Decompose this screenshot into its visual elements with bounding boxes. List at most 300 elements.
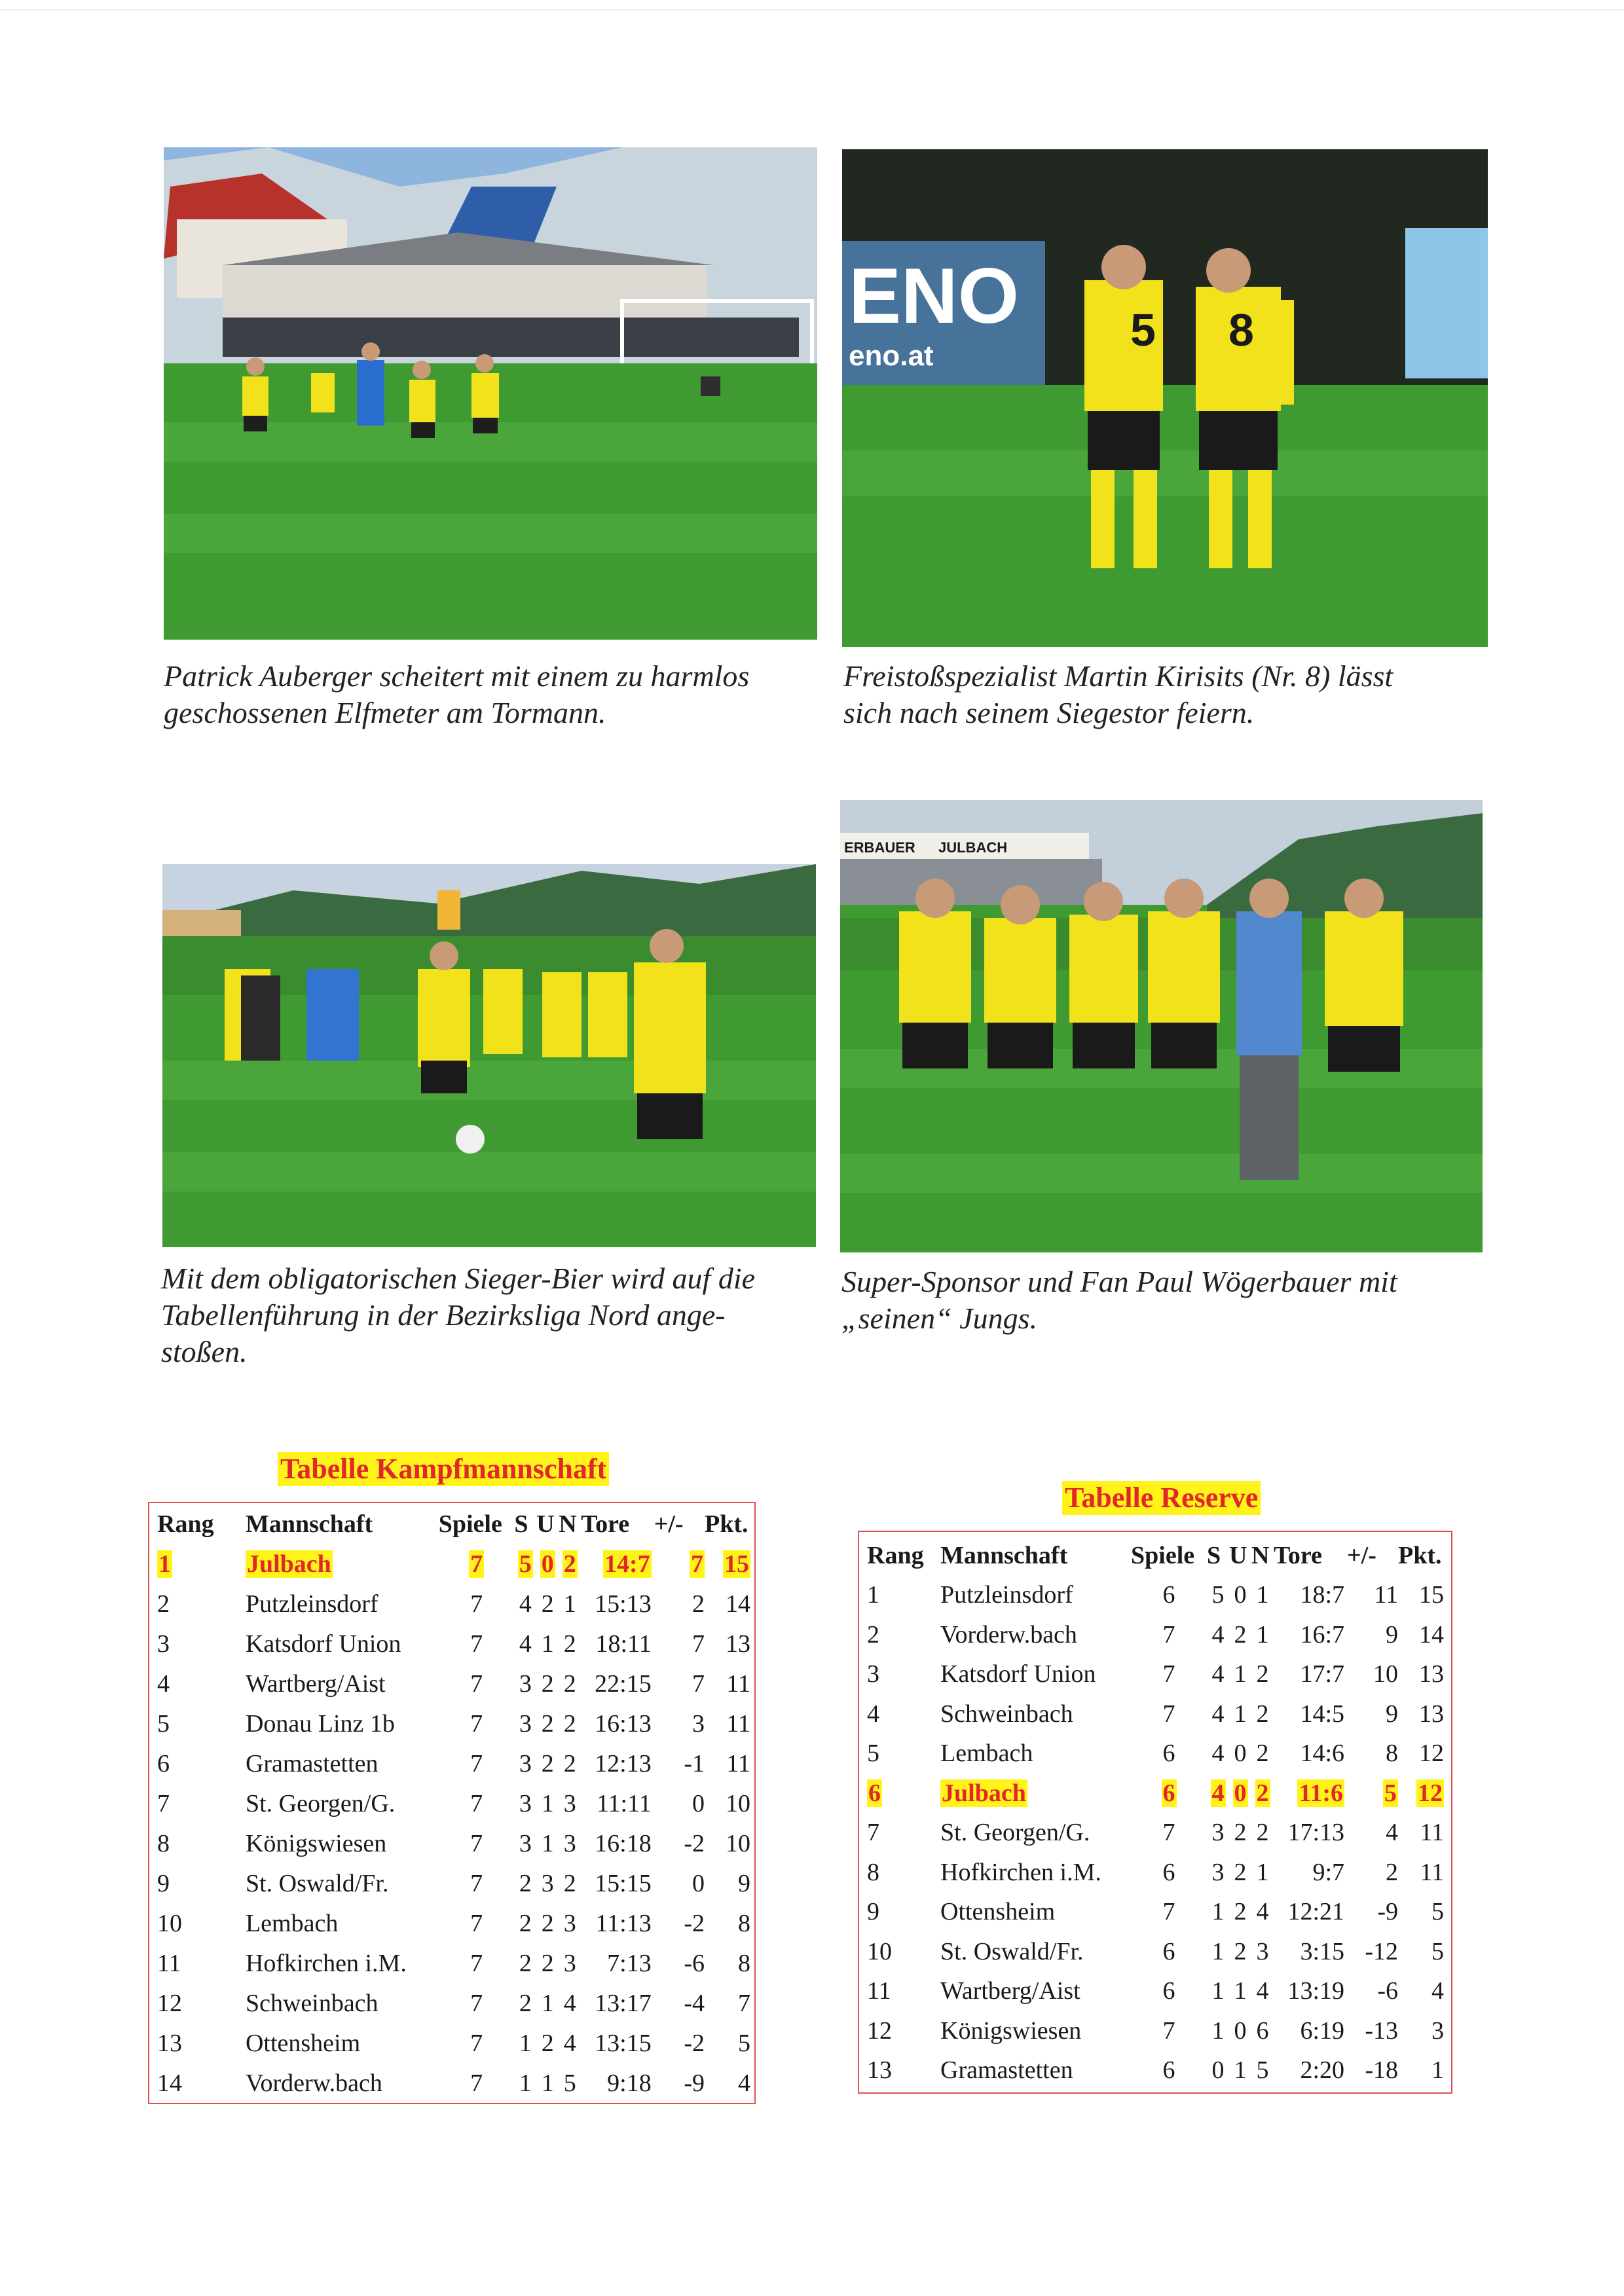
header-wins: S (514, 1510, 528, 1538)
cell-games: 7 (470, 2029, 483, 2057)
table-row (867, 1932, 1448, 1972)
cell-goal-diff: 3 (692, 1709, 705, 1738)
header-rank: Rang (867, 1542, 924, 1569)
cell-rank: 10 (867, 1937, 892, 1965)
cell-goal-diff: 9 (1386, 1620, 1398, 1649)
cell-rank: 8 (867, 1858, 879, 1886)
cell-team: Königswiesen (940, 2016, 1082, 2045)
cell-wins: 0 (1211, 2056, 1225, 2085)
cell-draws: 2 (541, 1949, 554, 1977)
cell-team: Katsdorf Union (245, 1630, 401, 1658)
header-goals: Tore (1274, 1542, 1322, 1569)
cell-goals: 2:20 (1300, 2056, 1344, 2085)
cell-losses: 2 (563, 1669, 576, 1698)
cell-draws: 1 (541, 1829, 554, 1857)
cell-draws: 2 (1234, 1819, 1247, 1847)
cell-draws: 3 (541, 1869, 554, 1897)
cell-team: Gramastetten (245, 1749, 378, 1777)
cell-rank: 4 (867, 1700, 879, 1728)
cell-goal-diff: 2 (1386, 1858, 1398, 1886)
cell-goal-diff: -6 (684, 1949, 705, 1977)
cell-rank: 7 (867, 1819, 879, 1847)
cell-points: 13 (1419, 1660, 1444, 1688)
cell-losses: 2 (1256, 1819, 1269, 1847)
cell-goals: 13:15 (595, 2029, 652, 2057)
svg-text:5: 5 (1130, 304, 1156, 355)
cell-goal-diff: -2 (684, 2029, 705, 2057)
cell-goal-diff: -1 (684, 1749, 705, 1777)
cell-goal-diff: 7 (691, 1550, 704, 1578)
header-rank: Rang (157, 1510, 214, 1538)
cell-rank: 9 (867, 1898, 879, 1926)
cell-rank: 7 (157, 1789, 170, 1817)
cell-games: 7 (470, 1829, 483, 1857)
cell-team: Ottensheim (940, 1898, 1056, 1926)
cell-goals: 17:7 (1300, 1660, 1344, 1688)
cell-goals: 7:13 (607, 1949, 652, 1977)
cell-rank: 1 (158, 1550, 171, 1578)
cell-games: 7 (1162, 1700, 1175, 1728)
cell-draws: 1 (1234, 1977, 1247, 2005)
cell-draws: 2 (1234, 1937, 1247, 1965)
cell-draws: 1 (1234, 1660, 1247, 1688)
cell-games: 7 (1162, 1660, 1175, 1688)
cell-team: Putzleinsdorf (245, 1590, 378, 1618)
top-rule (0, 9, 1624, 10)
cell-losses: 5 (1256, 2056, 1269, 2085)
cell-goals: 15:13 (595, 1590, 652, 1618)
cell-goal-diff: -13 (1365, 2016, 1398, 2045)
cell-draws: 2 (541, 1669, 554, 1698)
caption-line: „seinen“ Jungs. (841, 1302, 1037, 1335)
cell-losses: 3 (1256, 1937, 1269, 1965)
cell-losses: 1 (563, 1590, 576, 1618)
cell-losses: 5 (563, 2069, 576, 2097)
cell-games: 6 (1162, 1858, 1175, 1886)
caption-line: Super-Sponsor und Fan Paul Wögerbauer mit (841, 1265, 1397, 1298)
cell-team: Julbach (942, 1779, 1026, 1807)
cell-losses: 1 (1256, 1581, 1269, 1609)
cell-wins: 3 (1211, 1858, 1225, 1886)
header-games: Spiele (438, 1510, 502, 1538)
cell-goal-diff: 11 (1374, 1581, 1398, 1609)
cell-games: 7 (470, 1709, 483, 1738)
cell-losses: 2 (563, 1869, 576, 1897)
cell-losses: 2 (563, 1709, 576, 1738)
cell-losses: 4 (563, 2029, 576, 2057)
cell-team: St. Georgen/G. (245, 1789, 396, 1817)
cell-games: 6 (1162, 1937, 1175, 1965)
cell-draws: 1 (541, 2069, 554, 2097)
cell-draws: 0 (1234, 1740, 1247, 1768)
cell-goal-diff: -9 (1377, 1898, 1398, 1926)
cell-draws: 1 (541, 1989, 554, 2017)
penalty-photo (164, 147, 817, 640)
cell-points: 11 (726, 1749, 750, 1777)
cell-draws: 1 (541, 1630, 554, 1658)
cell-points: 12 (1419, 1740, 1444, 1768)
table-row (867, 1694, 1448, 1734)
cell-team: Gramastetten (940, 2056, 1073, 2085)
cell-games: 7 (470, 1909, 483, 1937)
cell-goal-diff: -4 (684, 1989, 705, 2017)
cell-wins: 4 (1211, 1779, 1225, 1807)
cell-wins: 1 (1211, 2016, 1225, 2045)
cell-rank: 3 (157, 1630, 170, 1658)
cell-draws: 2 (1234, 1620, 1247, 1649)
cell-wins: 1 (1211, 1898, 1225, 1926)
cell-rank: 11 (157, 1949, 181, 1977)
standings-table (867, 1536, 1448, 2090)
cell-points: 10 (726, 1789, 750, 1817)
caption-line: Tabellenführung in der Bezirksliga Nord ange- (161, 1298, 726, 1332)
svg-text:8: 8 (1228, 304, 1254, 355)
cell-games: 6 (1162, 1740, 1175, 1768)
cell-wins: 3 (1211, 1819, 1225, 1847)
cell-team: Hofkirchen i.M. (940, 1858, 1101, 1886)
cell-goals: 9:7 (1312, 1858, 1344, 1886)
table-row (157, 1823, 754, 1863)
cell-goal-diff: -9 (684, 2069, 705, 2097)
cell-rank: 14 (157, 2069, 182, 2097)
cell-goal-diff: 10 (1373, 1660, 1398, 1688)
table-row (157, 1584, 754, 1624)
header-team: Mannschaft (940, 1542, 1068, 1569)
header-losses: N (1251, 1542, 1270, 1569)
cell-draws: 1 (541, 1789, 554, 1817)
cell-draws: 0 (541, 1550, 554, 1578)
cell-rank: 13 (867, 2056, 892, 2085)
cell-games: 7 (470, 1989, 483, 2017)
cell-draws: 2 (541, 1709, 554, 1738)
cell-goals: 16:18 (595, 1829, 652, 1857)
cell-losses: 2 (563, 1550, 576, 1578)
cell-losses: 4 (1256, 1898, 1269, 1926)
table-row (867, 2011, 1448, 2051)
header-points: Pkt. (705, 1510, 748, 1538)
cell-points: 10 (726, 1829, 750, 1857)
cell-wins: 1 (519, 2069, 532, 2097)
table-row (867, 1853, 1448, 1893)
caption-celebration (843, 658, 1485, 731)
cell-goal-diff: 5 (1384, 1779, 1397, 1807)
table-row (867, 1892, 1448, 1932)
cell-losses: 2 (1256, 1660, 1269, 1688)
cell-team: Vorderw.bach (940, 1620, 1077, 1649)
cell-goal-diff: -2 (684, 1909, 705, 1937)
cell-team: St. Georgen/G. (940, 1819, 1090, 1847)
table-row (867, 1813, 1448, 1853)
header-games: Spiele (1131, 1542, 1195, 1569)
cell-goal-diff: -18 (1365, 2056, 1398, 2085)
table-row (157, 2063, 754, 2103)
cell-draws: 0 (1234, 1581, 1247, 1609)
cell-goals: 17:13 (1287, 1819, 1344, 1847)
cell-points: 11 (726, 1669, 750, 1698)
cell-losses: 1 (1256, 1620, 1269, 1649)
cell-draws: 2 (541, 2029, 554, 2057)
cell-draws: 0 (1234, 1779, 1247, 1807)
cell-wins: 1 (1211, 1937, 1225, 1965)
cell-losses: 2 (563, 1630, 576, 1658)
cell-draws: 1 (1234, 1700, 1247, 1728)
cell-points: 13 (726, 1630, 750, 1658)
cell-rank: 10 (157, 1909, 182, 1937)
cell-goals: 14:5 (1300, 1700, 1344, 1728)
cell-points: 5 (738, 2029, 750, 2057)
cell-losses: 6 (1256, 2016, 1269, 2045)
cell-losses: 2 (1256, 1740, 1269, 1768)
cell-draws: 2 (1234, 1858, 1247, 1886)
header-draws: U (536, 1510, 555, 1538)
table-kampfmannschaft (148, 1502, 756, 2104)
cell-goals: 11:13 (595, 1909, 652, 1937)
cell-goals: 13:19 (1287, 1977, 1344, 2005)
cell-team: Ottensheim (245, 2029, 361, 2057)
cell-games: 7 (470, 2069, 483, 2097)
cell-rank: 9 (157, 1869, 170, 1897)
cell-points: 5 (1431, 1898, 1444, 1926)
cell-games: 6 (1162, 1779, 1175, 1807)
cell-team: Donau Linz 1b (245, 1709, 395, 1738)
cell-team: Schweinbach (940, 1700, 1073, 1728)
cell-team: St. Oswald/Fr. (940, 1937, 1084, 1965)
sponsor-photo (840, 800, 1483, 1252)
cell-wins: 2 (519, 1909, 532, 1937)
cell-goal-diff: 7 (692, 1669, 705, 1698)
celebration-photo (842, 149, 1488, 647)
cell-games: 7 (1162, 1819, 1175, 1847)
cell-rank: 12 (867, 2016, 892, 2045)
cell-draws: 2 (1234, 1898, 1247, 1926)
cell-goals: 11:11 (596, 1789, 652, 1817)
cell-goal-diff: 7 (692, 1630, 705, 1658)
cell-points: 14 (726, 1590, 750, 1618)
cell-rank: 2 (867, 1620, 879, 1649)
cell-losses: 2 (1256, 1700, 1269, 1728)
cell-games: 7 (1162, 1620, 1175, 1649)
cell-goals: 11:6 (1299, 1779, 1343, 1807)
cell-wins: 1 (519, 2029, 532, 2057)
cell-rank: 11 (867, 1977, 891, 2005)
cell-goal-diff: 0 (692, 1869, 705, 1897)
cell-goals: 3:15 (1300, 1937, 1344, 1965)
table-header-row (867, 1536, 1448, 1575)
header-team: Mannschaft (245, 1510, 373, 1538)
cell-games: 6 (1162, 2056, 1175, 2085)
cell-wins: 4 (1211, 1740, 1225, 1768)
cell-wins: 4 (1211, 1700, 1225, 1728)
cell-rank: 12 (157, 1989, 182, 2017)
table-row (157, 1743, 754, 1783)
cell-losses: 3 (563, 1949, 576, 1977)
table-row (157, 1624, 754, 1664)
cell-points: 13 (1419, 1700, 1444, 1728)
cell-points: 12 (1418, 1779, 1443, 1807)
cell-wins: 3 (519, 1669, 532, 1698)
cell-goals: 16:13 (595, 1709, 652, 1738)
cell-rank: 13 (157, 2029, 182, 2057)
cell-games: 7 (470, 1590, 483, 1618)
table-row (157, 2023, 754, 2063)
cell-points: 11 (726, 1709, 750, 1738)
cell-wins: 2 (519, 1989, 532, 2017)
cell-team: Katsdorf Union (940, 1660, 1096, 1688)
cell-points: 15 (1419, 1581, 1444, 1609)
cell-wins: 3 (519, 1789, 532, 1817)
beer-toast-photo (162, 864, 816, 1247)
cell-goals: 6:19 (1300, 2016, 1344, 2045)
cell-losses: 2 (563, 1749, 576, 1777)
cell-games: 7 (470, 1869, 483, 1897)
table-row (867, 1615, 1448, 1655)
cell-rank: 5 (157, 1709, 170, 1738)
caption-penalty (164, 658, 819, 731)
cell-games: 7 (470, 1630, 483, 1658)
cell-rank: 2 (157, 1590, 170, 1618)
cell-points: 11 (1420, 1819, 1444, 1847)
header-wins: S (1207, 1542, 1221, 1569)
header-goals: Tore (581, 1510, 630, 1538)
table-row (867, 2050, 1448, 2090)
header-goal-diff: +/- (654, 1510, 684, 1538)
cell-team: Wartberg/Aist (940, 1977, 1080, 2005)
cell-goal-diff: -12 (1365, 1937, 1398, 1965)
table-row (867, 1575, 1448, 1615)
cell-rank: 6 (157, 1749, 170, 1777)
cell-goals: 15:15 (595, 1869, 652, 1897)
cell-losses: 2 (1256, 1779, 1269, 1807)
caption-line: Patrick Auberger scheitert mit einem zu harmlos (164, 659, 750, 693)
cell-goals: 18:11 (595, 1630, 652, 1658)
caption-line: Mit dem obligatorischen Sieger-Bier wird auf die (161, 1262, 756, 1295)
standings-table (157, 1504, 754, 2103)
cell-goals: 18:7 (1300, 1581, 1344, 1609)
cell-team: Hofkirchen i.M. (245, 1949, 407, 1977)
cell-wins: 3 (519, 1829, 532, 1857)
cell-team: Lembach (245, 1909, 339, 1937)
cell-goals: 14:6 (1300, 1740, 1344, 1768)
cell-goals: 22:15 (595, 1669, 652, 1698)
header-goal-diff: +/- (1347, 1542, 1376, 1569)
caption-beer-toast (161, 1260, 822, 1370)
cell-games: 6 (1162, 1977, 1175, 2005)
cell-goal-diff: -2 (684, 1829, 705, 1857)
cell-goal-diff: 0 (692, 1789, 705, 1817)
table-row (867, 1971, 1448, 2011)
table-row (867, 1654, 1448, 1694)
header-losses: N (559, 1510, 577, 1538)
julbach-banner: JULBACH (938, 839, 1008, 856)
cell-goal-diff: -6 (1377, 1977, 1398, 2005)
cell-goals: 12:13 (595, 1749, 652, 1777)
cell-losses: 3 (563, 1829, 576, 1857)
cell-goals: 14:7 (604, 1550, 650, 1578)
cell-games: 6 (1162, 1581, 1175, 1609)
cell-rank: 4 (157, 1669, 170, 1698)
cell-games: 7 (470, 1749, 483, 1777)
header-draws: U (1229, 1542, 1247, 1569)
cell-points: 8 (738, 1909, 750, 1937)
cell-points: 7 (738, 1989, 750, 2017)
table-row (157, 1704, 754, 1743)
cell-rank: 6 (868, 1779, 881, 1807)
cell-goal-diff: 8 (1386, 1740, 1398, 1768)
cell-points: 5 (1431, 1937, 1444, 1965)
eno-logo: ENO (849, 252, 1020, 340)
table-row (157, 1943, 754, 1983)
header-points: Pkt. (1398, 1542, 1442, 1569)
cell-rank: 5 (867, 1740, 879, 1768)
table-row (157, 1783, 754, 1823)
table-row-highlighted (867, 1774, 1448, 1813)
table-title-reserve: Tabelle Reserve (1062, 1481, 1261, 1515)
cell-goal-diff: 4 (1386, 1819, 1398, 1847)
cell-points: 9 (738, 1869, 750, 1897)
caption-line: Freistoßspezialist Martin Kirisits (Nr. 8) lässt (843, 659, 1393, 693)
table-row (867, 1734, 1448, 1774)
cell-team: Vorderw.bach (245, 2069, 382, 2097)
table-header-row (157, 1504, 754, 1544)
cell-wins: 1 (1211, 1977, 1225, 2005)
cell-games: 7 (470, 1669, 483, 1698)
cell-wins: 2 (519, 1949, 532, 1977)
cell-team: Julbach (246, 1550, 331, 1578)
cell-wins: 5 (519, 1550, 532, 1578)
caption-sponsor (841, 1264, 1483, 1337)
cell-games: 7 (1162, 2016, 1175, 2045)
cell-team: Königswiesen (245, 1829, 387, 1857)
cell-draws: 2 (541, 1909, 554, 1937)
table-reserve (858, 1531, 1452, 2094)
cell-losses: 3 (563, 1789, 576, 1817)
cell-goals: 13:17 (595, 1989, 652, 2017)
cell-games: 7 (1162, 1898, 1175, 1926)
cell-points: 1 (1431, 2056, 1444, 2085)
table-title-kampfmannschaft: Tabelle Kampfmannschaft (278, 1452, 609, 1486)
cell-team: Lembach (940, 1740, 1033, 1768)
table-row-highlighted (157, 1544, 754, 1584)
cell-games: 7 (470, 1789, 483, 1817)
cell-team: Wartberg/Aist (245, 1669, 386, 1698)
cell-goals: 9:18 (607, 2069, 652, 2097)
cell-draws: 2 (541, 1749, 554, 1777)
table-row (157, 1664, 754, 1704)
cell-wins: 3 (519, 1709, 532, 1738)
cell-points: 14 (1419, 1620, 1444, 1649)
caption-line: geschossenen Elfmeter am Tormann. (164, 696, 606, 729)
cell-losses: 3 (563, 1909, 576, 1937)
cell-wins: 4 (1211, 1620, 1225, 1649)
cell-draws: 0 (1234, 2016, 1247, 2045)
cell-games: 7 (470, 1949, 483, 1977)
cell-goals: 12:21 (1287, 1898, 1344, 1926)
table-row (157, 1903, 754, 1943)
cell-losses: 4 (1256, 1977, 1269, 2005)
table-row (157, 1983, 754, 2023)
cell-team: Schweinbach (245, 1989, 378, 2017)
cell-wins: 5 (1211, 1581, 1225, 1609)
cell-rank: 1 (867, 1581, 879, 1609)
caption-line: stoßen. (161, 1335, 248, 1368)
cell-wins: 4 (1211, 1660, 1225, 1688)
cell-wins: 4 (519, 1630, 532, 1658)
cell-losses: 4 (563, 1989, 576, 2017)
cell-wins: 2 (519, 1869, 532, 1897)
cell-points: 11 (1420, 1858, 1444, 1886)
cell-points: 8 (738, 1949, 750, 1977)
cell-rank: 3 (867, 1660, 879, 1688)
